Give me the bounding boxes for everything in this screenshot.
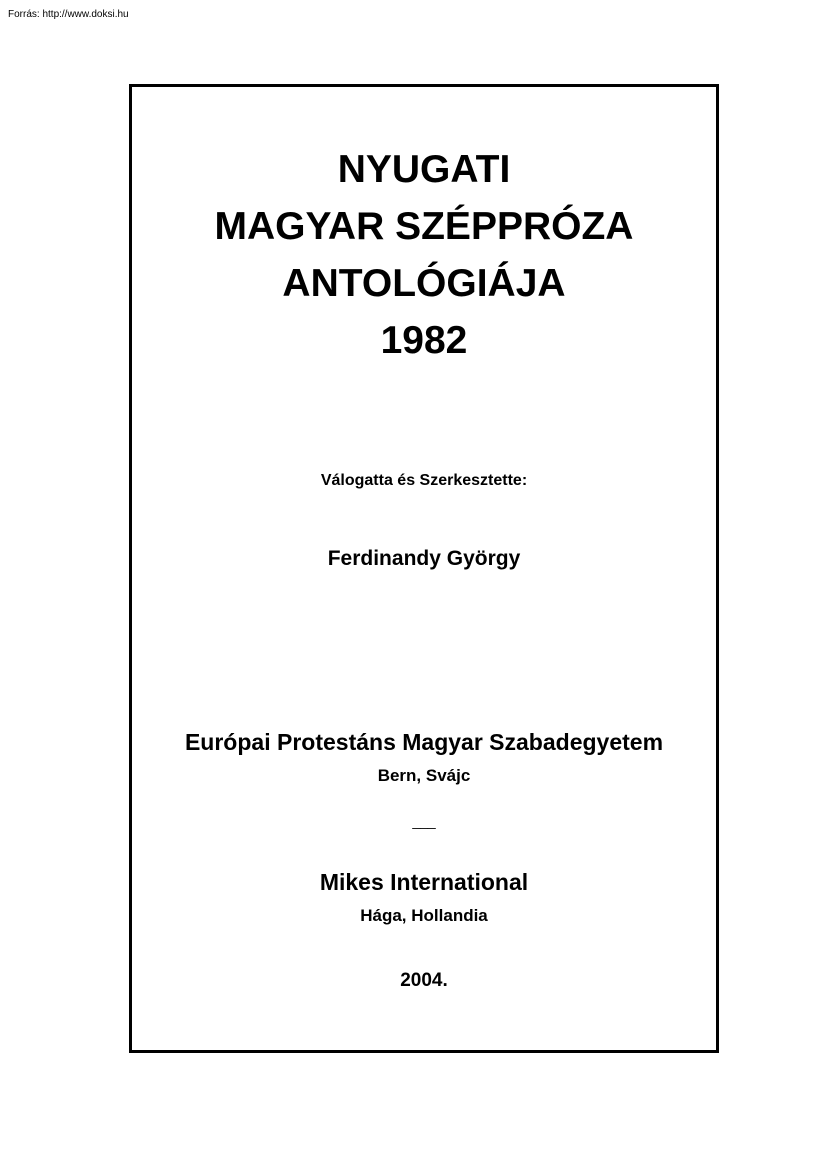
publisher-name-1: Európai Protestáns Magyar Szabadegyetem (184, 729, 664, 755)
publisher-name-2: Mikes International (319, 869, 529, 895)
editor-label: Válogatta és Szerkesztette: (320, 472, 528, 489)
source-line: Forrás: http://www.doksi.hu (8, 9, 129, 20)
publication-year: 2004. (400, 970, 448, 991)
title-line-1: NYUGATI (337, 148, 511, 191)
editor-name: Ferdinandy György (327, 547, 521, 570)
separator-line: ___ (412, 813, 436, 829)
title-year: 1982 (380, 319, 468, 362)
publisher-place-2: Hága, Hollandia (360, 906, 488, 925)
publisher-place-1: Bern, Svájc (377, 766, 471, 785)
title-line-3: ANTOLÓGIÁJA (282, 262, 566, 305)
title-page-frame (129, 84, 719, 1053)
title-line-2: MAGYAR SZÉPPRÓZA (214, 205, 634, 248)
